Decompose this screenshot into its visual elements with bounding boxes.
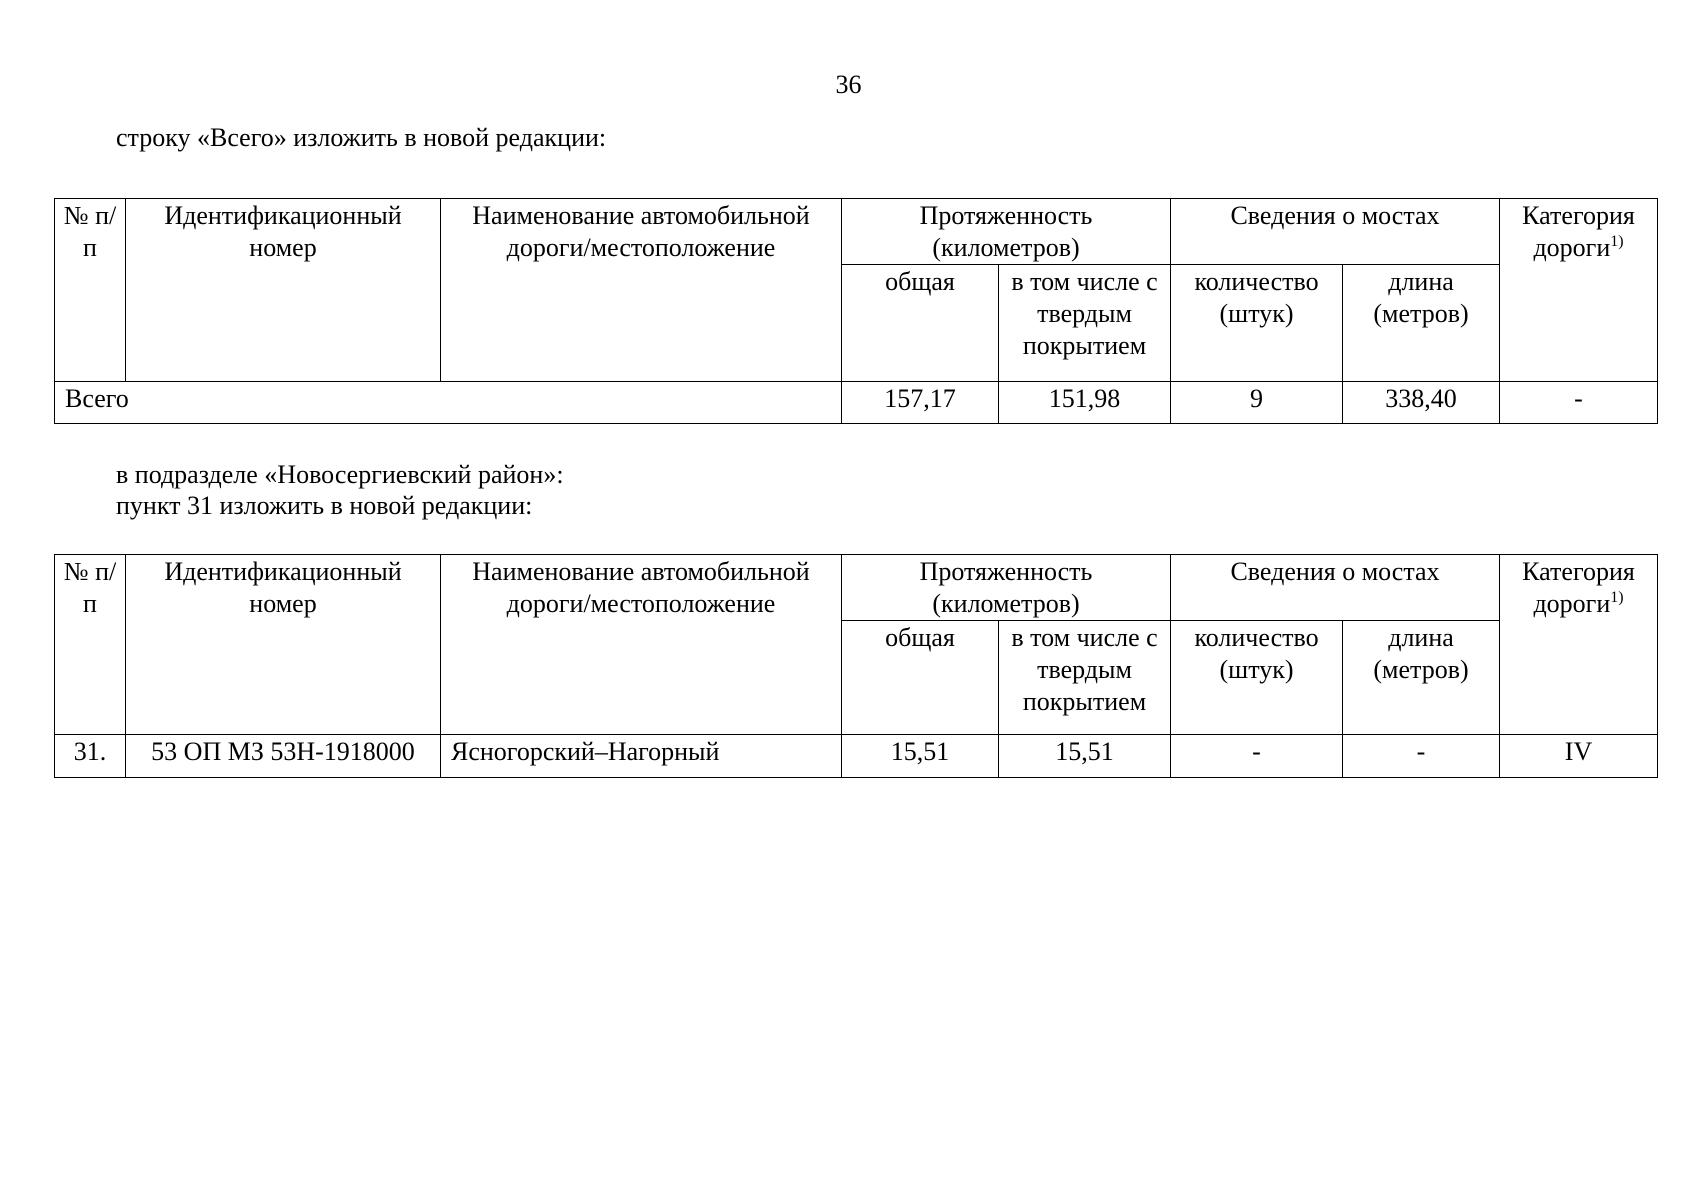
header-id: Идентификационный номер	[126, 555, 441, 735]
header-num: № п/п	[55, 555, 126, 735]
table-row	[55, 735, 1658, 778]
header-length-hard: в том числе с твердым покрытием	[999, 265, 1171, 382]
total-category: -	[1500, 382, 1658, 424]
header-bridges-count: количество (штук)	[1171, 265, 1343, 382]
row-bridges-length: -	[1343, 735, 1500, 778]
row-num: 31.	[55, 735, 126, 778]
total-length-total: 157,17	[842, 382, 999, 424]
header-bridges-length: длина (метров)	[1343, 621, 1500, 735]
total-label: Всего	[55, 382, 842, 424]
header-bridges-count: количество (штук)	[1171, 621, 1343, 735]
page-number: 36	[835, 70, 862, 99]
header-name: Наименование автомобильной дороги/местоположение	[441, 555, 842, 735]
row-name: Ясногорский–Нагорный	[441, 735, 842, 778]
category-footnote-mark: 1)	[1610, 589, 1624, 606]
header-length: Протяженность (километров)	[842, 199, 1171, 265]
header-category: Категория дороги$^{1)}$	[1500, 555, 1658, 735]
header-length-total: общая	[842, 621, 999, 735]
header-length-hard: в том числе с твердым покрытием	[999, 621, 1171, 735]
total-bridges-length: 338,40	[1343, 382, 1500, 424]
category-footnote-mark: 1)	[1610, 233, 1624, 250]
subsection-paragraph: в подразделе «Новосергиевский район»:	[116, 460, 564, 489]
row-id: 53 ОП МЗ 53Н-1918000	[126, 735, 441, 778]
table-total	[54, 198, 1658, 424]
header-category: Категория дороги$^{1)}$	[1500, 199, 1658, 382]
row-category: IV	[1500, 735, 1658, 778]
header-length-total: общая	[842, 265, 999, 382]
header-bridges: Сведения о мостах	[1171, 199, 1500, 265]
total-bridges-count: 9	[1171, 382, 1343, 424]
row-length-hard: 15,51	[999, 735, 1171, 778]
header-name: Наименование автомобильной дороги/местоположение	[441, 199, 842, 382]
header-bridges: Сведения о мостах	[1171, 555, 1500, 621]
intro-paragraph: строку «Всего» изложить в новой редакции:	[116, 123, 607, 152]
point-paragraph: пункт 31 изложить в новой редакции:	[116, 491, 533, 520]
row-bridges-count: -	[1171, 735, 1343, 778]
total-length-hard: 151,98	[999, 382, 1171, 424]
header-bridges-length: длина (метров)	[1343, 265, 1500, 382]
table-point-31	[54, 554, 1658, 778]
header-length: Протяженность (километров)	[842, 555, 1171, 621]
row-length-total: 15,51	[842, 735, 999, 778]
table-row-total	[55, 382, 1658, 424]
header-num: № п/п	[55, 199, 126, 382]
header-id: Идентификационный номер	[126, 199, 441, 382]
